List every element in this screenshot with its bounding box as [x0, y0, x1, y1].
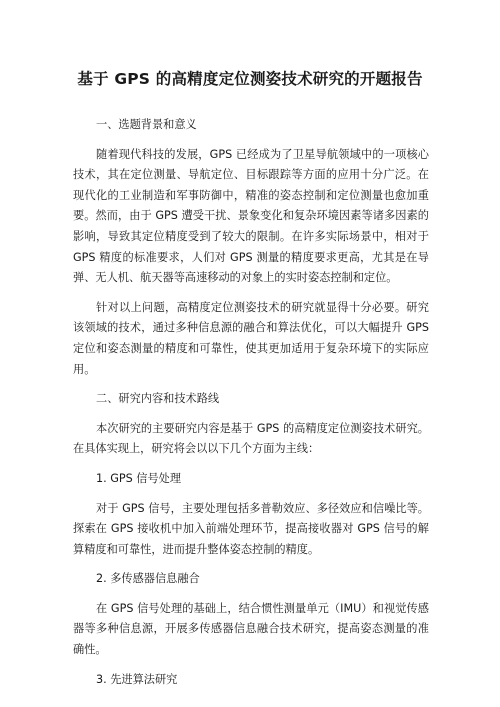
item-text-gps-signal: 对于 GPS 信号，主要处理包括多普勒效应、多径效应和信噪比等。探索在 GPS 接收机中加入前端处理环节，提高接收器对 GPS 信号的解算精度和可靠性，进而提升整体姿态控制的精度。 [73, 501, 429, 556]
item-heading-sensor-fusion: 2. 多传感器信息融合 [96, 572, 200, 586]
section-heading-background: 一、选题背景和意义 [96, 118, 197, 131]
paragraph-background-1: 随着现代科技的发展，GPS 已经成为了卫星导航领域中的一项核心技术，其在定位测量、导航定位、目标跟踪等方面的应用十分广泛。在现代化的工业制造和军事防御中，精准的姿态控制和定位测量也愈加重要。然而，由于 GPS 遭受干扰、景象变化和复杂环境因素等诸多因素的影响，导致其定位精度受到了较大的限制。在许多实际场景中，相对于 GPS 精度的标准要求，人们对 GPS 测量的精度要求更高，尤其是在导弹、无人机、航天器等高速移动的对象上的实时姿态控制和定位。 [73, 147, 429, 285]
section-heading-research: 二、研究内容和技术路线 [96, 392, 220, 406]
paragraph-research-intro: 本次研究的主要研究内容是基于 GPS 的高精度定位测姿技术研究。在具体实现上，研究将会以以下几个方面为主线： [73, 421, 429, 456]
item-heading-gps-signal: 1. GPS 信号处理 [96, 471, 182, 485]
item-heading-algorithms: 3. 先进算法研究 [96, 672, 178, 686]
item-text-sensor-fusion: 在 GPS 信号处理的基础上，结合惯性测量单元（IMU）和视觉传感器等多种信息源，开展多传感器信息融合技术研究，提高姿态测量的准确性。 [73, 601, 429, 657]
paragraph-background-2: 针对以上问题，高精度定位测姿技术的研究就显得十分必要。研究该领域的技术，通过多种信息源的融合和算法优化，可以大幅提升 GPS 定位和姿态测量的精度和可靠性，使其更加适用于复杂环境下的实际应用。 [73, 300, 429, 376]
document-body [73, 115, 429, 699]
document-title: 基于 GPS 的高精度定位测姿技术研究的开题报告 [77, 70, 423, 88]
